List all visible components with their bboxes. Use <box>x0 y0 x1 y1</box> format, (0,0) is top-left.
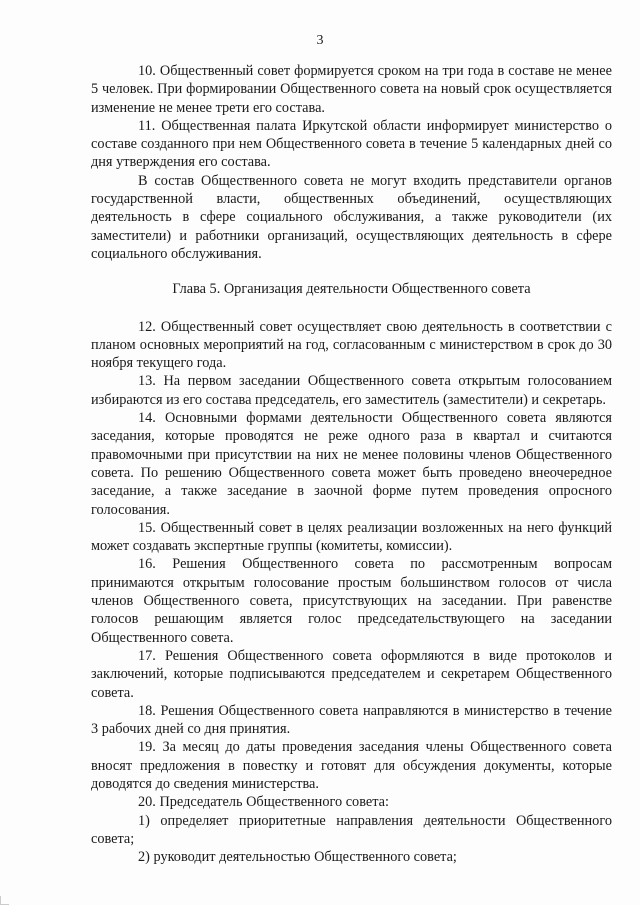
page-number: 3 <box>316 33 324 48</box>
paragraph-10: 10. Общественный совет формируется сроком на три года в составе не менее 5 человек. При формировании Общественного совета на новый срок осуществляется изменение не менее трети его состава. <box>91 63 612 116</box>
list-item-1: 1) определяет приоритетные направления деятельности Общественного совета; <box>91 812 612 847</box>
paragraph-composition-restriction: В состав Общественного совета не могут входить представители органов государственной власти, общественных объединений, осуществляющих деятельность в сфере социального обслуживания, а также руководители (их заместители) и работники организаций, осуществляющих деятельность в сфере социального обслуживания. <box>91 172 612 262</box>
chapter-heading: Глава 5. Организация деятельности Общественного совета <box>172 281 531 298</box>
paragraph-17: 17. Решения Общественного совета оформляются в виде протоколов и заключений, которые подписываются председателем и секретарем Общественного совета. <box>91 647 612 701</box>
paragraph-13: 13. На первом заседании Общественного совета открытым голосованием избираются из его состава председатель, его заместитель (заместители) и секретарь. <box>91 373 612 408</box>
paragraph-12: 12. Общественный совет осуществляет свою деятельность в соответствии с планом основных мероприятий на год, согласованным с министерством в срок до 30 ноября текущего года. <box>91 318 612 372</box>
scan-edge-mark <box>0 896 9 905</box>
paragraph-14: 14. Основными формами деятельности Общественного совета являются заседания, которые проводятся не реже одного раза в квартал и считаются правомочными при присутствии на них не менее половины членов Общественного совета. По решению Общественного совета может быть проведено внеочередное заседание, а также заседание в заочной форме путем проведения опросного голосования. <box>91 410 612 518</box>
paragraph-11: 11. Общественная палата Иркутской области информирует министерство о составе созданного при нем Общественного совета в течение 5 календарных дней со дня утверждения его состава. <box>91 117 612 171</box>
list-item-2: 2) руководит деятельностью Общественного совета; <box>138 849 457 866</box>
paragraph-15: 15. Общественный совет в целях реализации возложенных на него функций может создавать экспертные группы (комитеты, комиссии). <box>91 519 612 555</box>
paragraph-16: 16. Решения Общественного совета по рассмотренным вопросам принимаются открытым голосование простым большинством голосов от числа членов Общественного совета, присутствующих на заседании. При равенстве голосов решающим является голос председательствующего на заседании Общественного совета. <box>91 556 612 646</box>
paragraph-19: 19. За месяц до даты проведения заседания члены Общественного совета вносят предложения в повестку и готовят для обсуждения документы, которые доводятся до сведения министерства. <box>91 739 612 792</box>
paragraph-18: 18. Решения Общественного совета направляются в министерство в течение 3 рабочих дней со дня принятия. <box>91 702 612 738</box>
document-body <box>91 62 612 866</box>
paragraph-20: 20. Председатель Общественного совета: <box>138 794 389 811</box>
